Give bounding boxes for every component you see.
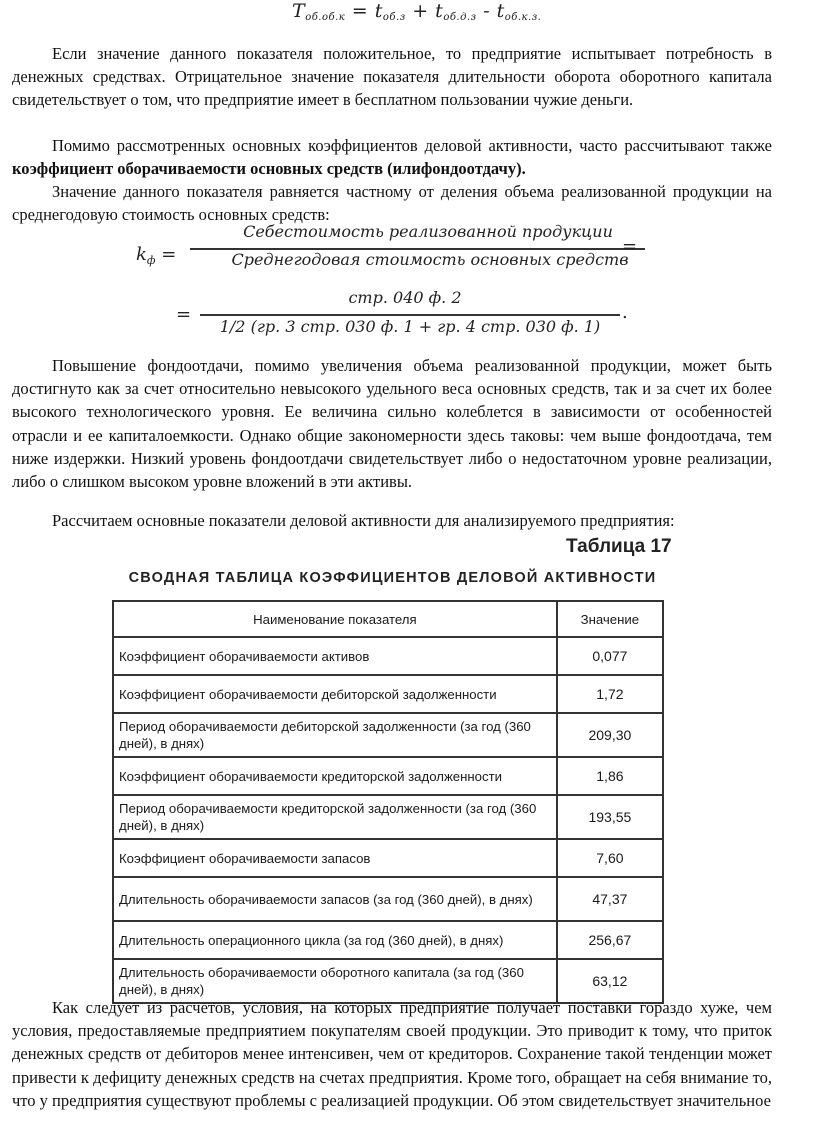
formula-period: . — [622, 302, 628, 323]
kf-numerator-2: стр. 040 ф. 2 — [348, 288, 462, 307]
turnover-formula: $T_{об.об.к} = t_{об.з} + t_{об.д.з} - t_{об.к.з.}$ — [292, 0, 542, 23]
paragraph-6: Как следует из расчетов, условия, на которых предприятие получает поставки гораздо хуже, чем условия, предоставляемые предприятием покупателям своей продукции. Это приводит к тому, что приток денежных средств от дебиторов менее интенсивен, чем от кредиторов. Сохранение такой тенденции может привести к дефициту денежных средств на счетах предприятия. Кроме того, обращает на себя внимание то, что у предприятия существуют проблемы с реализацией продукции. Об этом свидетельствует значительное — [12, 998, 772, 1110]
coefficients-table — [112, 600, 664, 1004]
table-row — [113, 921, 663, 959]
table-row — [113, 675, 663, 713]
row-name: Длительность операционного цикла (за год (360 дней), в днях) — [113, 921, 557, 959]
row-value: 256,67 — [557, 921, 663, 959]
table-header-row — [113, 601, 663, 637]
row-name: Длительность оборачиваемости запасов (за год (360 дней), в днях) — [113, 877, 557, 921]
bold-term: коэффициент оборачиваемости основных средств (илифондоотдачу). — [12, 159, 526, 179]
row-name: Коэффициент оборачиваемости кредиторской задолженности — [113, 757, 557, 795]
row-value: 1,72 — [557, 675, 663, 713]
row-value: 1,86 — [557, 757, 663, 795]
paragraph-5: Рассчитаем основные показатели деловой активности для анализируемого предприятия: — [52, 511, 675, 530]
row-value: 0,077 — [557, 637, 663, 675]
row-value: 193,55 — [557, 795, 663, 839]
formula-term3-sub: об.к.з — [504, 12, 538, 23]
row-value: 47,37 — [557, 877, 663, 921]
paragraph-3: Значение данного показателя равняется частному от деления объема реализованной продукции на среднегодовую стоимость основных средств: — [12, 182, 772, 225]
header-value: Значение — [557, 601, 663, 637]
formula-term1-sub: об.з — [382, 12, 406, 23]
table-row — [113, 839, 663, 877]
table-title: СВОДНАЯ ТАБЛИЦА КОЭФФИЦИЕНТОВ ДЕЛОВОЙ АКТИВНОСТИ — [128, 570, 657, 586]
kf-denominator-2: 1/2 (гр. 3 стр. 030 ф. 1 + гр. 4 стр. 030 ф. 1) — [219, 317, 601, 336]
table-row — [113, 757, 663, 795]
paragraph-2: Помимо рассмотренных основных коэффициентов деловой активности, часто рассчитывают также коэффициент оборачиваемости основных средств (илифондоотдачу). — [12, 136, 772, 179]
formula-lhs: T — [292, 0, 306, 22]
row-name: Период оборачиваемости дебиторской задолженности (за год (360 дней), в днях) — [113, 713, 557, 757]
table-row — [113, 877, 663, 921]
table-row — [113, 795, 663, 839]
row-name: Период оборачиваемости кредиторской задолженности (за год (360 дней), в днях) — [113, 795, 557, 839]
paragraph-4: Повышение фондоотдачи, помимо увеличения объема реализованной продукции, может быть достигнуто как за счет относительно невысокого удельного веса основных средств, так и за счет их более высокого технологического уровня. Ее величина сильно колеблется в зависимости от особенностей отрасли и ее капиталоемкости. Однако общие закономерности здесь таковы: чем выше фондоотдача, тем ниже издержки. Низкий уровень фондоотдачи свидетельствует либо о недостаточном уровне реализации, либо о слишком высоком уровне вложений в эти активы. — [12, 356, 772, 492]
table-row — [113, 713, 663, 757]
row-value: 7,60 — [557, 839, 663, 877]
table-number: Таблица 17 — [566, 536, 672, 557]
fraction-bar-2 — [200, 314, 620, 316]
paragraph-1: Если значение данного показателя положительное, то предприятие испытывает потребность в денежных средствах. Отрицательное значение показателя длительности оборота оборотного капитала свидетельствует о том, что предприятие имеет в бесплатном пользовании чужие деньги. — [12, 44, 772, 110]
kf-formula — [130, 222, 650, 342]
row-name: Коэффициент оборачиваемости активов — [113, 637, 557, 675]
row-name: Коэффициент оборачиваемости запасов — [113, 839, 557, 877]
kf-numerator-1: Себестоимость реализованной продукции — [243, 222, 613, 241]
equals-sign-2: = — [176, 304, 192, 325]
row-name: Коэффициент оборачиваемости дебиторской задолженности — [113, 675, 557, 713]
row-value: 209,30 — [557, 713, 663, 757]
kf-lhs: $k_ф$ = — [136, 244, 177, 267]
row-value: 63,12 — [557, 959, 663, 1003]
equals-sign: = — [622, 236, 638, 257]
formula-term2-sub: об.д.з — [443, 12, 477, 23]
table-row — [113, 637, 663, 675]
formula-lhs-sub: об.об.к — [305, 12, 346, 23]
row-name: Длительность оборачиваемости оборотного капитала (за год (360 дней), в днях) — [113, 959, 557, 1003]
header-name: Наименование показателя — [113, 601, 557, 637]
kf-denominator-1: Среднегодовая стоимость основных средств — [231, 250, 629, 269]
